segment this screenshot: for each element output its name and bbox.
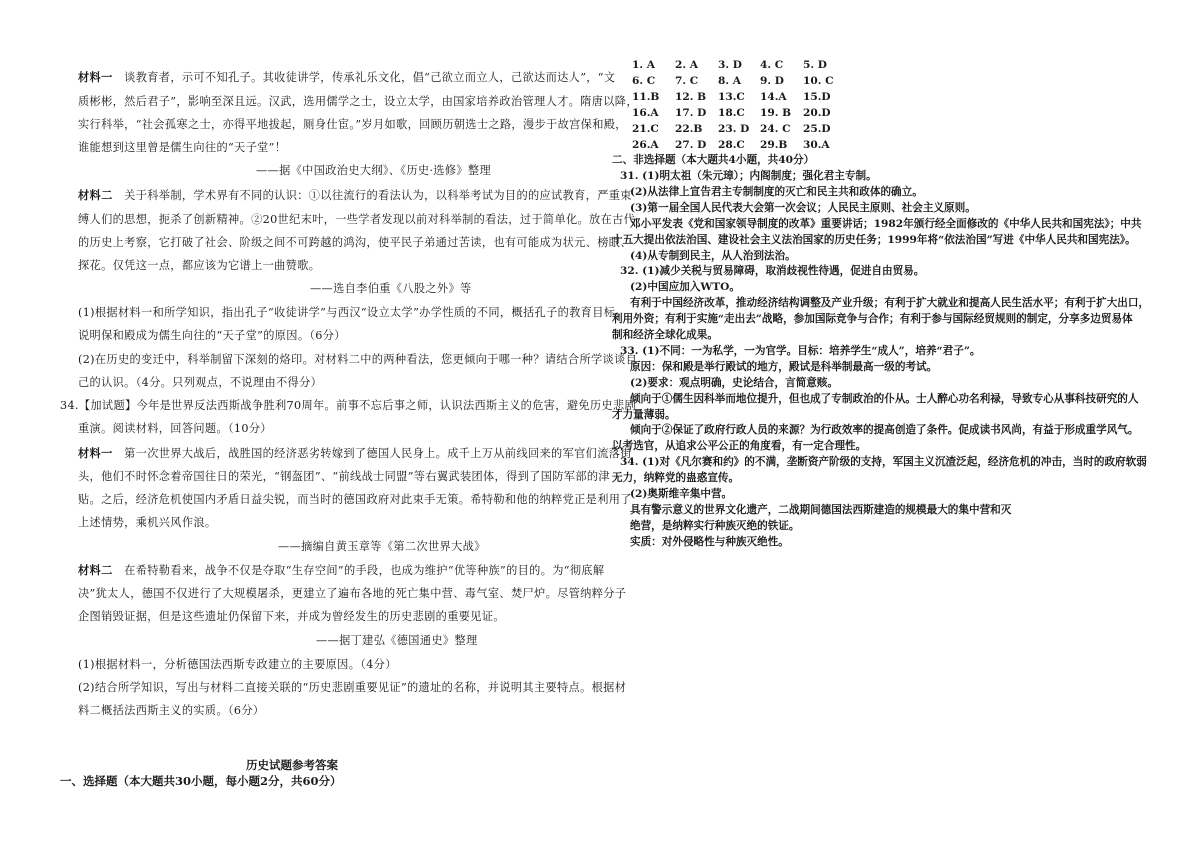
material-label: 材料二 (78, 188, 113, 202)
mc-answer: 10. C (803, 75, 834, 87)
mc-answer: 9. D (760, 75, 784, 87)
mc-answer: 25.D (803, 123, 831, 135)
mc-answer: 3. D (718, 59, 742, 71)
answer-line: 才力量薄弱。 (612, 408, 676, 421)
answer-line: 有利于中国经济改革，推动经济结构调整及产业升级；有利于扩大就业和提高人民生活水平；有利于扩大出口， (630, 297, 1150, 310)
mc-answer: 17. D (675, 107, 707, 119)
section-two-title: 二、非选择题（本大题共4小题，共40分） (612, 154, 815, 166)
mc-answer: 16.A (632, 107, 659, 119)
mc-answer: 4. C (760, 59, 784, 71)
question-line: 材料一 第一次世界大战后，战胜国的经济恶劣转嫁到了德国人民身上。成千上万从前线回来的军官们流落街 (78, 446, 632, 460)
mc-answer: 19. B (760, 107, 792, 119)
mc-answer: 26.A (632, 139, 659, 151)
answer-line: 十五大提出依法治国、建设社会主义法治国家的历史任务；1999年将“依法治国”写进《中华人民共和国宪法》。 (612, 233, 1136, 246)
question-line: 材料二 在希特勒看来，战争不仅是夺取“生存空间”的手段，也成为维护“优等种族”的目的。为“彻底解 (78, 563, 605, 577)
mc-answer: 21.C (632, 123, 659, 135)
question-line: 贴。之后，经济危机使国内矛盾日益尖锐，而当时的德国政府对此束手无策。希特勒和他的纳粹党正是利用了 (78, 493, 632, 506)
mc-answer: 23. D (718, 123, 750, 135)
answer-line: 倾向于②保证了政府行政人员的来源？为行政效率的提高创造了条件。促成读书风尚，有益于形成重学风气。 (630, 424, 1139, 437)
answer-line: (2)要求：观点明确，史论结合，言简意赅。 (630, 376, 839, 389)
mc-answer: 8. A (718, 75, 741, 87)
mc-answer: 13.C (718, 91, 745, 103)
mc-answer: 2. A (675, 59, 698, 71)
answer-line: (2)从法律上宣告君主专制制度的灭亡和民主共和政体的确立。 (630, 185, 923, 198)
answer-line: 34. (1)对《凡尔赛和约》的不满，垄断资产阶级的支持，军国主义沉渣泛起，经济危机的冲击，当时的政府软弱 (620, 456, 1147, 469)
question-line: 质彬彬，然后君子”，影响至深且远。汉武，选用儒学之士，设立太学，由国家培养政治管理人才。隋唐以降， (78, 95, 638, 108)
question-line: 实行科举，“社会孤寒之士，亦得平地拔起，厕身仕宦。”岁月如歌，回顾历朝选士之路，漫步于故宫保和殿， (78, 118, 627, 131)
question-line: 决”犹太人，德国不仅进行了大规模屠杀，更建立了遍布各地的死亡集中营、毒气室、焚尸炉。尽管纳粹分子 (78, 587, 627, 600)
answer-line: 具有警示意义的世界文化遗产，二战期间德国法西斯建造的规模最大的集中营和灭 (630, 503, 1012, 516)
answer-line: 实质：对外侵略性与种族灭绝性。 (630, 535, 789, 548)
answer-line: 31. (1)明太祖（朱元璋）；内阁制度；强化君主专制。 (620, 170, 877, 182)
question-line: 探花。仅凭这一点，都应该为它谱上一曲赞歌。 (78, 259, 321, 272)
mc-answer: 27. D (675, 139, 707, 151)
mc-answer: 7. C (675, 75, 699, 87)
mc-answer: 1. A (632, 59, 655, 71)
answer-line: 33. (1)不同：一为私学，一为官学。目标：培养学生“成人”，培养“君子”。 (620, 344, 981, 357)
question-line: 头，他们不时怀念着帝国往日的荣光，“钢盔团”、“前线战士同盟”等右翼武装团体，得到了国防军部的津 (78, 470, 610, 483)
question-line: 缚人们的思想，扼杀了创新精神。②20世纪末叶，一些学者发现以前对科举制的看法，过于简单化。放在古代 (78, 213, 636, 226)
mc-answer: 12. B (675, 91, 707, 103)
answer-line: 利用外资；有利于实施“走出去”战略，参加国际竞争与合作；有利于参与国际经贸规则的制定，分享多边贸易体 (612, 313, 1133, 326)
answer-line: 原因：保和殿是举行殿试的地方，殿试是科举制最高一级的考试。 (630, 360, 938, 373)
mc-answer: 24. C (760, 123, 791, 135)
question-line: (1)根据材料一，分析德国法西斯专政建立的主要原因。（4分） (78, 658, 397, 671)
question-line: 己的认识。（4分。只列观点，不说理由不得分） (78, 376, 323, 389)
answer-line: 邓小平发表《党和国家领导制度的改革》重要讲话；1982年颁行经全面修改的《中华人民共和国宪法》；中共 (630, 217, 1142, 230)
question-line: 重演。阅读材料，回答问题。（10分） (78, 422, 272, 435)
answer-line: 无力，纳粹党的蛊惑宣传。 (612, 472, 740, 485)
question-line: ——据丁建弘《德国通史》整理 (316, 634, 478, 647)
question-line: ——据《中国政治史大纲》、《历史·选修》整理 (256, 164, 491, 177)
question-line: 材料二 关于科举制，学术界有不同的认识：①以往流行的看法认为，以科举考试为目的的应试教育，严重束 (78, 188, 632, 202)
answer-line: 以考选官，从追求公平公正的角度看，有一定合理性。 (612, 440, 867, 453)
answer-line: 制和经济全球化成果。 (612, 329, 718, 341)
answer-line: (2)中国应加入WTO。 (630, 281, 740, 294)
mc-answer: 22.B (675, 123, 703, 135)
mc-answer: 30.A (803, 139, 830, 151)
question-line: 的历史上考察，它打破了社会、阶级之间不可跨越的鸿沟，使平民子弟通过苦读，也有可能成为状元、榜眼、 (78, 236, 632, 249)
section-one-title: 一、选择题（本大题共30小题，每小题2分，共60分） (60, 774, 342, 788)
mc-answer: 11.B (632, 91, 660, 103)
question-line: ——摘编自黄玉章等《第二次世界大战》 (278, 540, 486, 553)
question-line: 材料一 谈教育者，示可不知孔子。其收徒讲学，传承礼乐文化，倡“己欲立而立人，己欲达而达人”，“文 (78, 70, 616, 84)
mc-answer: 6. C (632, 75, 656, 87)
question-line: 34.【加试题】今年是世界反法西斯战争胜利70周年。前事不忘后事之师，认识法西斯主义的危害，避免历史悲剧 (60, 399, 637, 412)
mc-answer: 5. D (803, 59, 827, 71)
question-line: 谁能想到这里曾是儒生向往的“天子堂”！ (78, 141, 287, 154)
mc-answer: 28.C (718, 139, 745, 151)
material-label: 材料二 (78, 563, 113, 577)
answer-title: 历史试题参考答案 (246, 758, 338, 772)
mc-answer: 29.B (760, 139, 788, 151)
answer-line: (4)从专制到民主，从人治到法治。 (630, 249, 796, 262)
question-line: ——选自李伯重《八股之外》等 (310, 282, 472, 295)
question-line: 料二概括法西斯主义的实质。（6分） (78, 704, 265, 717)
question-line: 企图销毁证据，但是这些遗址仍保留下来，并成为曾经发生的历史悲剧的重要见证。 (78, 610, 505, 623)
answer-line: 32. (1)减少关税与贸易障碍，取消歧视性待遇，促进自由贸易。 (620, 265, 925, 278)
mc-answer: 18.C (718, 107, 745, 119)
answer-line: (3)第一届全国人民代表大会第一次会议；人民民主原则、社会主义原则。 (630, 201, 976, 214)
answer-line: 倾向于①儒生因科举而地位提升，但也成了专制政治的仆从。士人醉心功名利禄，导致专心从事科技研究的人 (630, 392, 1139, 405)
mc-answer: 20.D (803, 107, 831, 119)
answer-line: (2)奥斯维辛集中营。 (630, 488, 733, 500)
question-line: (2)在历史的变迁中，科举制留下深刻的烙印。对材料二中的两种看法，您更倾向于哪一种？请结合所学谈谈自 (78, 353, 638, 366)
answer-line: 绝营，是纳粹实行种族灭绝的铁证。 (630, 519, 800, 532)
question-line: (1)根据材料一和所学知识，指出孔子“收徒讲学”与西汉“设立太学”办学性质的不同，概括孔子的教育目标。 (78, 306, 627, 319)
material-label: 材料一 (78, 446, 113, 460)
mc-answer: 15.D (803, 91, 831, 103)
question-line: (2)结合所学知识，写出与材料二直接关联的“历史悲剧重要见证”的遗址的名称，并说明其主要特点。根据材 (78, 681, 627, 694)
question-line: 说明保和殿成为儒生向往的“天子堂”的原因。（6分） (78, 329, 346, 342)
question-line: 上述情势，乘机兴风作浪。 (78, 516, 217, 529)
mc-answer: 14.A (760, 91, 787, 103)
material-label: 材料一 (78, 70, 113, 84)
